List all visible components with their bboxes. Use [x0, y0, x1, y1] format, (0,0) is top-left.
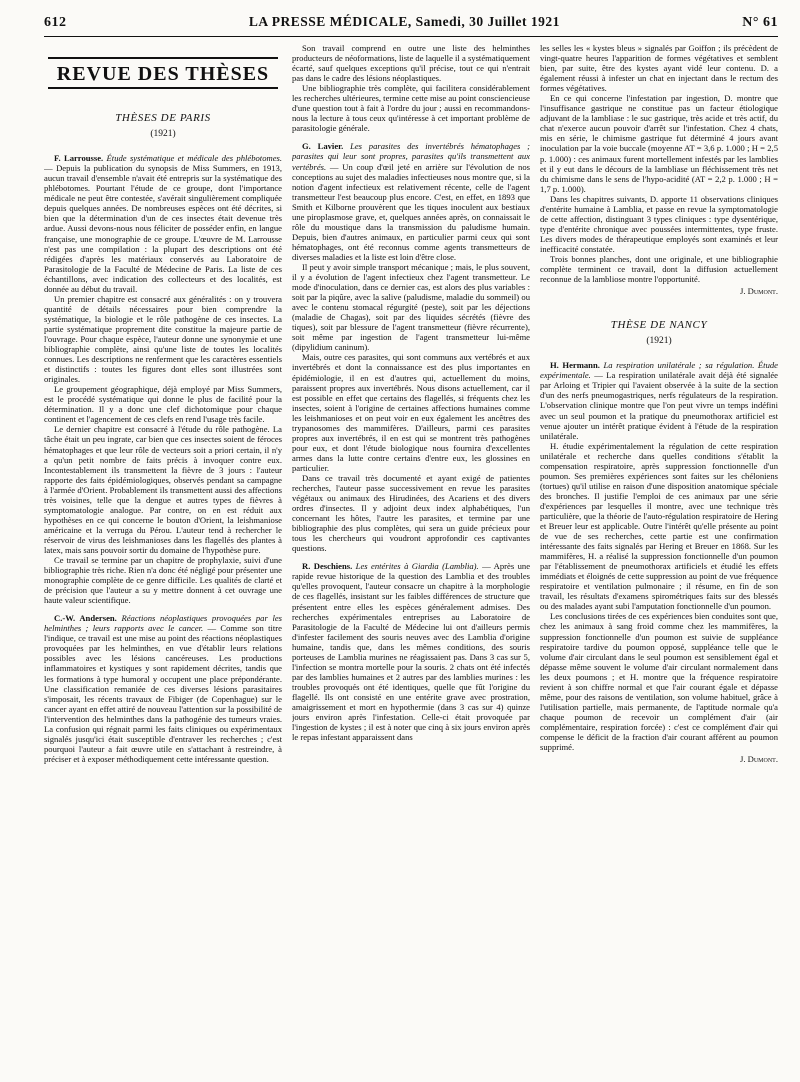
review-lavier — [292, 141, 530, 262]
author-name: G. Lavier. — [302, 141, 344, 152]
signature: J. Dumont. — [740, 754, 778, 765]
paragraph: Son travail comprend en outre une liste des helminthes producteurs de néoformations, liste de laquelle il a systématiquement écarté, sauf quelques exceptions qu'il précise, tout ce qui n'entrait pas dans le cadre des lésions néoplastiques. — [292, 43, 530, 84]
columns — [44, 43, 778, 1071]
review-deschiens — [292, 561, 530, 742]
nancy-section — [540, 320, 778, 346]
column-3 — [540, 43, 778, 1071]
author-name: R. Deschiens. — [302, 561, 353, 572]
review-hermann — [540, 360, 778, 440]
paris-year: (1921) — [150, 129, 176, 140]
nancy-year: (1921) — [646, 336, 672, 347]
paragraph: Dans les chapitres suivants, D. apporte 11 observations cliniques d'entérite humaine à Lamblia, et passe en revue la symptomatologie de cette affection, distinguant 3 types cliniques : type dysentérique, type d'entérite chronique avec poussées intermittentes, type fruste. Les divers modes de thérapeutique employés sont examinés et leur inefficacité constatée. — [540, 193, 778, 254]
review-text: — Comme son titre l'indique, ce travail est une mise au point des réactions néoplastiques provoquées par les helminthes, en vue d'établir leurs relations possibles avec les lésions cancéreuses. Les productions inflammatoires et kystiques y sont rapidement décrites, tandis que les formations à type humoral y occupent une place prépondérante. Une classification remaniée de ces diverses lésions parasitaires s'imposait, les récents travaux de Fibiger (de Copenhague) sur le cancer ayant en effet attiré de nouveau l'attention sur la possibilité de l'intervention des helminthes dans la pathogénie des tumeurs vraies. La confusion qui régnait parmi les faits cliniques ou expérimentaux signalés jusqu'ici était susceptible d'entraver les recherches ; c'est pourquoi l'auteur a fait œuvre utile en s'attachant à restreindre, à préciser et à exposer méthodiquement cette intéressante question. — [44, 623, 282, 764]
issue-number: N° 61 — [742, 15, 778, 30]
running-head — [44, 14, 778, 37]
section-title: REVUE DES THÈSES — [48, 57, 278, 89]
author-name: C.-W. Andersen. — [54, 613, 117, 624]
review-text: — La respiration unilatérale avait déjà été signalée par Arloing et Tripier qui l'avaient observée à la suite de la section d'un des nerfs pneumogastriques, nerfs régulateurs de la respiration. L'observation clinique montre que l'on peut vivre un temps indéfini avec un seul poumon et la pratique du pneumothorax artificiel est venue ajouter un intérêt pratique évident à l'étude de la respiration unilatérale. — [540, 370, 778, 441]
thesis-title: Réactions néoplastiques provoquées par les helminthes ; leurs rapports avec le cancer. — [44, 613, 282, 634]
review-andersen — [44, 613, 282, 764]
paragraph: Le groupement géographique, déjà employé par Miss Summers, est le procédé systématique qui donne le plus de facilité pour la détermination. Il y a donc une clef dichotomique pour chaque continent et l'agencement de ces clefs en rend l'usage très facile. — [44, 384, 282, 425]
paragraph: Trois bonnes planches, dont une originale, et une bibliographie complète terminent ce travail, dont la diffusion actuellement reconnue de la lambliose montre l'opportunité. — [540, 253, 778, 285]
page-number: 612 — [44, 15, 67, 30]
paragraph: Les conclusions tirées de ces expériences bien conduites sont que, chez les animaux à sang froid comme chez les mammifères, la suppression fonctionnelle d'un poumon est suivie de suppléance respiratoire tardive du poumon opposé, suppléance telle que le volume d'air circulant dans le seul poumon est sensiblement égal et dépasse même souvent le volume d'air circulant normalement dans les deux poumons ; et H. montre que la fréquence respiratoire revient à son chiffre normal et que l'air courant égale et dépasse même, pour des raisons de ventilation, son volume habituel, grâce à l'utilisation partielle, mais permanente, de l'aptitude normale qu'a chaque poumon de recevoir un complément d'air (air complémentaire, respiration forcée) : c'est ce complément d'air qui compense le déficit de la fraction d'air courant afférent au poumon supprimé. — [540, 611, 778, 753]
thesis-title: Les entérites à Giardia (Lamblia). — [352, 561, 479, 572]
journal-title: LA PRESSE MÉDICALE, Samedi, 30 Juillet 1921 — [248, 14, 560, 29]
nancy-heading: THÈSE DE NANCY — [610, 319, 708, 332]
author-name: F. Larrousse. — [54, 153, 104, 164]
paragraph: En ce qui concerne l'infestation par ingestion, D. montre que l'insuffisance gastrique ne constitue pas un facteur étiologique adjuvant de la lambliase : le suc gastrique, très acide et très actif, du chat n'exerce aucun pouvoir d'arrêt sur l'infestation. Chez 4 chats, mis en série, le chimisme gastrique fut déterminé 4 jours avant inoculation par la voie buccale (moyenne AT = 3,6 p. 1.000 ; H = 2,5 p. 1.000) : ces animaux furent mortellement infestés par les lamblies et il y eut dans le décours de la lambliase un fléchissement très net du chimisme dans le sens de l'hypo-acidité (AT = 2,2 p. 1.000 ; H = 1,7 p. 1.000). — [540, 93, 778, 194]
paragraph: Un premier chapitre est consacré aux généralités : on y trouvera quantité de détails nécessaires pour bien comprendre la systématique, la biologie et le rôle pathogène de ces insectes. La partie systématique proprement dite constitue la majeure partie de l'ouvrage. Pour chaque espèce, l'auteur donne une synonymie et une bibliographie complète, ainsi qu'une liste de toutes les localités connues. Les descriptions ne renferment que les caractères essentiels et distinctifs : toutes les figures dont elles sont illustrées sont originales. — [44, 293, 282, 385]
paragraph: Il peut y avoir simple transport mécanique ; mais, le plus souvent, il y a évolution de l'agent infectieux chez l'agent transmetteur. Le mode d'inoculation, dans ce dernier cas, est alors des plus variables : soit par la piqûre, avec la salive (paludisme, maladie du sommeil) ou avec le contenu stomacal régurgité (peste), soit par les déjections (maladie de Chagas), soit par des liquides sécrétés (fièvre des tiques), soit par blessure de l'agent transmetteur (fièvre récurrente), soit même par ingestion de l'agent transmetteur lui-même (dipylidium caninum). — [292, 261, 530, 353]
review-text: — Un coup d'œil jeté en arrière sur l'évolution de nos conceptions au sujet des maladies infectieuses nous montre que, si la notion d'agent infectieux est relativement récente, celle de l'agent transmetteur l'est beaucoup plus encore. C'est, en effet, en 1893 que Smith et Kilborne prouvèrent que les tiques inoculent aux bestiaux une piroplasmose grave, et, quelques années après, on connaissait le rôle du moustique dans la transmission du paludisme humain. Depuis, bien d'autres animaux, en particulier parmi ceux qui sont hématophages, ont été reconnus comme agents transmetteurs de diverses maladies et la liste est loin d'être close. — [292, 161, 530, 262]
column-2 — [292, 43, 530, 1071]
paragraph: Dans ce travail très documenté et ayant exigé de patientes recherches, l'auteur passe successivement en revue les parasites végétaux ou animaux des Hirudinées, des Acariens et des divers ordres d'insectes. Il y adjoint deux index alphabétiques, l'un concernant les hôtes, l'autre les parasites, et termine par une bibliographie des plus complètes, qui sera un guide précieux pour tous les chercheurs qui voudront approfondir ces captivantes questions. — [292, 472, 530, 554]
paragraph: Une bibliographie très complète, qui facilitera considérablement les recherches ultérieures, termine cette mise au point consciencieuse d'une question tout à fait à l'ordre du jour ; aussi en recommandons-nous la lecture à tous ceux qu'intéresse à cet important problème de parasitologie générale. — [292, 83, 530, 134]
thesis-title: Étude systématique et médicale des phlébotomes. — [103, 153, 282, 164]
author-name: H. Hermann. — [550, 360, 600, 371]
column-1 — [44, 43, 282, 1071]
review-text: — Après une rapide revue historique de la question des Lamblia et des troubles qu'elles provoquent, l'auteur consacre un chapitre à la morphologie de ces flagellés, insistant sur les faibles différences de structure que présentent entre elles les espèces généralement admises. Des recherches expérimentales entreprises au Laboratoire de Parasitologie de la Faculté de Médecine lui ont d'ailleurs permis d'infester facilement des souris neuves avec des Lamblia d'origine humaine, tandis que, dans les mêmes conditions, des souris porteuses de Lamblia murines ne réagissaient pas. Dans 3 cas sur 5, l'infection se montra mortelle pour la souris. 2 chats ont été infectés par des lamblies humaines et 2 autres par des lamblies murines : les troubles provoqués ont été identiques, quelle que fût l'origine du flagellé. Ils ont consisté en une entérite grave avec prostration, amaigrissement et mort en hypothermie (dans 3 cas sur 4) quinze jours environ après l'infestation. Celle-ci était provoquée par l'ingestion de kystes ; il est à noter que cinq à six jours environ après le repas infestant apparaissent dans — [292, 561, 530, 743]
paragraph: les selles les « kystes bleus » signalés par Goiffon ; ils précèdent de vingt-quatre heures l'apparition de formes végétatives et semblent bien, par suite, être des kystes ayant vidé leur contenu. D. a également réussi à infester un chat en injectant dans le rectum des formes végétatives. — [540, 43, 778, 94]
paris-heading: THÈSES DE PARIS — [115, 112, 211, 125]
thesis-title: Les parasites des invertébrés hématophages ; parasites qui leur sont propres, parasites qu'ils transmettent aux vertébrés. — [292, 141, 530, 172]
paragraph: Mais, outre ces parasites, qui sont communs aux vertébrés et aux invertébrés et dont la connaissance est des plus importantes en épidémiologie, il en est d'autres qui, actuellement du moins, paraissent propres aux invertébrés. Nous disons actuellement, car il est possible en effet que certains des flagellés, si fréquents chez les insectes, soient à l'origine de certaines affections humaines comme les leishmanioses et on peut voir en eux également les ancêtres des trypanosomes des mammifères. D'ailleurs, parmi ces parasites propres aux invertébrés, il en est qui se montrent très pathogènes pour eux, et dont l'étude biologique nous fournira d'excellentes armes dans la lutte contre certains d'entre eux, les glossines en particulier. — [292, 352, 530, 473]
review-larrousse — [44, 153, 282, 294]
paragraph: Ce travail se termine par un chapitre de prophylaxie, suivi d'une bibliographie très riche. Rien n'a donc été négligé pour présenter une monographie complète de ce genre difficile. Les qualités de clarté et de précision que l'auteur a su y mettre donnent à cet ouvrage une haute valeur scientifique. — [44, 555, 282, 606]
review-text: — Depuis la publication du synopsis de Miss Summers, en 1913, aucun travail d'ensemble n'avait été entrepris sur la systématique des phlébotomes. Pourtant l'étude de ce groupe, dont l'importance médicale ne peut être contestée, s'avérait singulièrement compliquée depuis quelques années. De nombreuses espèces ont été décrites, si bien que la détermination d'un de ces insectes était devenue très ardue. Aussi devons-nous nous féliciter de posséder enfin, en langue française, une monographie de ce groupe. L'œuvre de M. Larrousse n'est pas une compilation : la plupart des descriptions ont été rédigées d'après les matériaux conservés au Laboratoire de Parasitologie de la Faculté de Médecine de Paris. La liste de ces échantillons, avec indication des collecteurs et des localités, est donnée au début du travail. — [44, 163, 282, 294]
thesis-title: La respiration unilatérale ; sa régulation. Étude expérimentale. — [540, 360, 778, 381]
signature: J. Dumont. — [740, 286, 778, 297]
paragraph: H. étudie expérimentalement la régulation de cette respiration unilatérale et recherche dans quelles conditions s'établit la compensation respiratoire, après suppression fonctionnelle d'un poumon. Ses premières expériences sont faites sur les chéloniens (tortues) qu'il utilise en raison d'une disposition anatomique spéciale des bronches. Il justifie l'emploi de ces animaux par une série d'expériences par lesquelles il montre, avec une technique très particulière, que la théorie de l'auto-régulation respiratoire de Hering et Breuer leur est applicable. Outre l'intérêt qu'elle présente au point de vue de ses recherches, cette partie est une confirmation intéressante des faits signalés par Hering et Breuer en 1868. Sur les mammifères, H. a réalisé la suppression fonctionnelle d'un poumon par l'établissement de pneumothorax artificiels et étudié les effets immédiats et éloignés de cette suppression au point de vue fréquence respiratoire et ventilation pulmonaire ; il résume, en fin de son travail, les résultats d'examens spirométriques faits sur des blessés ou des malades ayant subi l'amputation fonctionnelle d'un poumon. — [540, 440, 778, 612]
paragraph: Le dernier chapitre est consacré à l'étude du rôle pathogène. La tâche était un peu ingrate, car bien que ces insectes soient de féroces hématophages et que leur rôle de vecteurs soit a priori certain, il n'y a qu'un petit nombre de faits précis à invoquer contre eux. Incontestablement ils transmettent la fièvre de 3 jours : l'auteur rapporte des faits épidémiologiques, observés pendant sa campagne à l'armée d'Orient. Probablement ils transmettent aussi des affections très voisines, telle que la dengue et autres types de fièvres à symptomatologie analogue. Par contre, on en est réduit aux hypothèses en ce qui concerne le bouton d'Orient, la leishmaniose américaine et la verruga du Pérou. L'auteur tend à rechercher le réservoir de virus des leishmanioses dans les flagellés des plantes à latex, mais sans pouvoir sortir du domaine de l'hypothèse pure. — [44, 424, 282, 555]
